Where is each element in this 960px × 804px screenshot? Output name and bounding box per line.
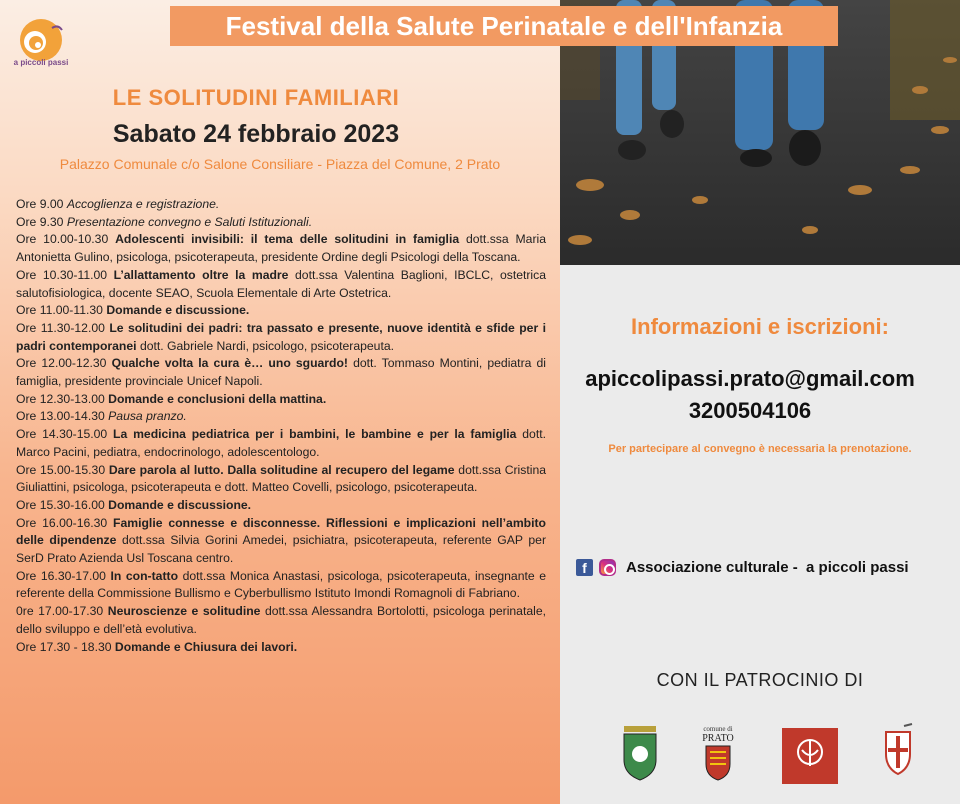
program-item-time: Ore 11.00-11.30 [16, 303, 103, 318]
program-item-time: Ore 9.00 [16, 197, 64, 211]
program-item-rest: dott.ssa Valentina Baglioni, IBCLC, ostetrica salutofisiologica, docente SEAO, Scuola Elementale di Arte Ostetrica. [16, 267, 547, 300]
program-item [16, 408, 546, 426]
logo-name: a piccoli passi [13, 58, 69, 67]
program-item [16, 267, 546, 302]
program-item-time: Ore 9.30 [16, 214, 64, 229]
comune-prato-crest-icon [696, 722, 740, 791]
social-label: Associazione culturale - a piccoli passi [626, 559, 909, 576]
program-item-time: 0re 17.00-17.30 [16, 604, 104, 619]
psychologists-order-logo-icon [782, 728, 838, 789]
svg-text:comune di: comune di [703, 725, 733, 733]
program-item [16, 391, 546, 409]
program-item-time: Ore 17.30 - 18.30 [16, 639, 112, 654]
program-item-bold: Le solitudini dei padri: tra passato e presente, nuove identità e sfide per i padri contemporanei [16, 320, 546, 353]
program-item [16, 426, 546, 461]
program-item [16, 497, 546, 515]
program-item [16, 320, 546, 355]
contact-phone[interactable]: 3200504106 [688, 398, 812, 423]
program-item [16, 515, 546, 568]
program-item-bold: Neuroscienze e solitudine [107, 604, 261, 619]
program-item-bold: L’allattamento oltre la madre [113, 267, 289, 282]
program-item-rest: dott.ssa Cristina Giuliattini, psicologa, psicoterapeuta e dott. Matteo Covelli, psicologo, psicoterapeuta. [16, 462, 547, 495]
program-item-time: Ore 12.30-13.00 [16, 391, 105, 406]
program-item [16, 196, 546, 214]
instagram-icon[interactable] [599, 559, 616, 576]
info-title: Informazioni e iscrizioni: [631, 314, 889, 339]
svg-text:PRATO: PRATO [702, 733, 734, 744]
program-list [16, 196, 546, 656]
program-item-italic: Pausa pranzo. [108, 409, 187, 424]
unicef-crest-icon [878, 722, 918, 791]
social-row [576, 559, 956, 576]
event-date: Sabato 24 febbraio 2023 [112, 120, 400, 148]
program-item-time: Ore 10.30-11.00 [16, 267, 108, 282]
program-item-time: Ore 10.00-10.30 [16, 232, 109, 247]
festival-banner: Festival della Salute Perinatale e dell'Infanzia [170, 6, 838, 46]
program-item [16, 355, 546, 390]
contact-email[interactable]: apiccolipassi.prato@gmail.com [585, 366, 915, 391]
program-item [16, 568, 546, 603]
program-item-time: Ore 16.00-16.30 [16, 515, 108, 530]
booking-note: Per partecipare al convegno è necessaria la prenotazione. [608, 443, 912, 455]
provincia-crest-icon [620, 722, 660, 791]
program-item-bold: Dare parola al lutto. Dalla solitudine al recupero del legame [108, 462, 455, 477]
program-item-bold: Domande e discussione. [108, 497, 252, 512]
program-item [16, 214, 546, 232]
program-item-rest: dott. Tommaso Montini, pediatra di famiglia, presidente provinciale Unicef Napoli. [16, 356, 546, 389]
program-item-time: Ore 12.00-12.30 [16, 356, 107, 371]
program-item-time: Ore 16.30-17.00 [16, 568, 106, 583]
program-item-time: Ore 15.30-16.00 [16, 497, 105, 512]
program-item-time: Ore 14.30-15.00 [16, 427, 108, 442]
program-item-italic: Accoglienza e registrazione. [66, 197, 220, 211]
program-item-bold: Domande e Chiusura dei lavori. [114, 639, 298, 654]
program-item-rest: dott.ssa Monica Anastasi, psicologa, psicoterapeuta, insegnante e referente della Commissione Bullismo e Cyberbullismo Istituto Imondi Romagnoli di Fabriano. [16, 568, 546, 601]
facebook-icon[interactable]: f [576, 559, 593, 576]
program-item-bold: Famiglie connesse e disconnesse. Riflessioni e implicazioni nell’ambito delle dipendenze [16, 515, 546, 548]
event-title: LE SOLITUDINI FAMILIARI [112, 85, 400, 110]
program-item-bold: Qualche volta la cura è… uno sguardo! [111, 356, 348, 371]
program-item [16, 302, 546, 320]
program-item [16, 603, 546, 638]
program-item-rest: dott.ssa Maria Antonietta Gulino, psicologa, psicoterapeuta, presidente Ordine degli Psicologi della Toscana. [16, 232, 547, 265]
event-venue: Palazzo Comunale c/o Salone Consiliare - Piazza del Comune, 2 Prato [59, 156, 501, 172]
program-item-bold: In con-tatto [110, 568, 179, 583]
program-item-rest: dott.ssa Silvia Gorini Amedei, psichiatra, psicoterapeuta, referente GAP per SerD Prato Azienda Usl Toscana centro. [16, 533, 547, 566]
program-item-time: Ore 13.00-14.30 [16, 409, 105, 424]
program-item-bold: Domande e conclusioni della mattina. [108, 391, 327, 406]
program-item-rest: dott.ssa Alessandra Bortolotti, psicologa perinatale, dello sviluppo e dell’età evolutiva. [16, 604, 546, 636]
program-item [16, 231, 546, 266]
patronage-title: CON IL PATROCINIO DI [656, 670, 864, 690]
association-logo [12, 18, 74, 88]
program-item-time: Ore 11.30-12.00 [16, 320, 105, 335]
program-item [16, 639, 546, 657]
program-item [16, 462, 546, 497]
program-item-rest: dott. Marco Pacini, pediatra, endocrinologo, adolescentologo. [16, 427, 546, 459]
program-item-bold: Domande e discussione. [106, 303, 250, 318]
program-item-time: Ore 15.00-15.30 [16, 462, 106, 477]
program-item-rest: dott. Gabriele Nardi, psicologo, psicoterapeuta. [139, 338, 394, 353]
program-item-italic: Presentazione convegno e Saluti Istituzionali. [66, 214, 313, 229]
program-item-bold: La medicina pediatrica per i bambini, le bambine e per la famiglia [113, 427, 517, 442]
program-item-bold: Adolescenti invisibili: il tema delle solitudini in famiglia [115, 232, 460, 247]
